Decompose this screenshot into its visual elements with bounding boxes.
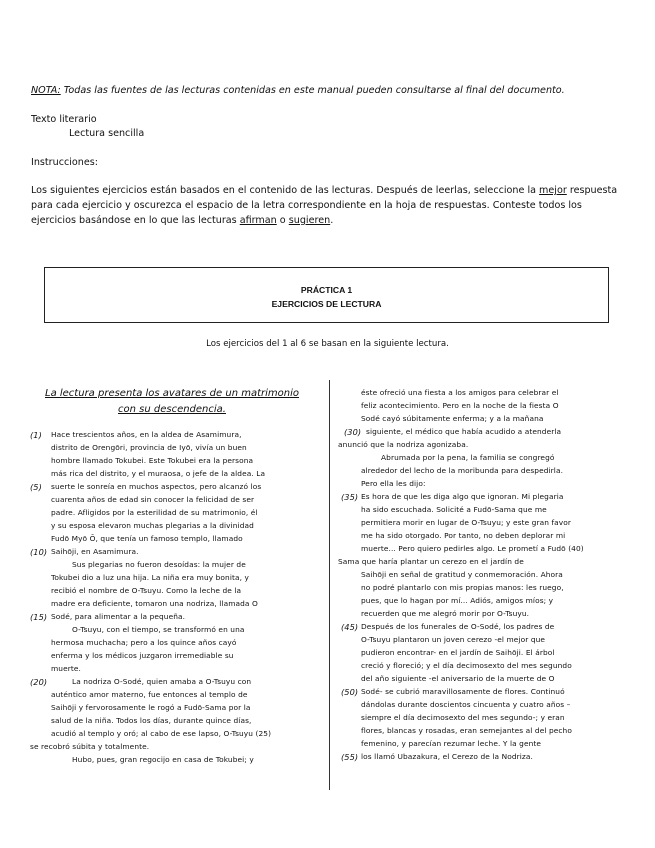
- text-line: no podré plantarlo con mis propias manos: les ruego,: [361, 583, 564, 592]
- text-line: Sus plegarias no fueron desoídas: la mujer de: [72, 560, 246, 569]
- text-line: Tokubei dio a luz una hija. La niña era muy bonita, y: [51, 573, 249, 582]
- text-line: O-Tsuyu, con el tiempo, se transformó en una: [72, 625, 245, 634]
- text-line: enferma y los médicos juzgaron irremediable su: [51, 651, 234, 660]
- text-line: flores, blancas y rosadas, eran semejantes al del pecho: [361, 726, 572, 735]
- text-line: padre. Afligidos por la esterilidad de su matrimonio, él: [51, 508, 258, 517]
- text-line: auténtico amor materno, fue entonces al templo de: [51, 690, 248, 699]
- note-text: Todas las fuentes de las lecturas contenidas en este manual pueden consultarse al final del documento.: [60, 85, 565, 96]
- note-line: [31, 85, 565, 96]
- column-divider: [329, 380, 330, 790]
- text-line: La nodriza O-Sodé, quien amaba a O-Tsuyu con: [72, 677, 252, 686]
- text-line: hermosa muchacha; pero a los quince años cayó: [51, 638, 237, 647]
- text-line: suerte le sonreía en muchos aspectos, pero alcanzó los: [51, 482, 262, 491]
- text-line: Saihōji, en Asamimura.: [51, 547, 139, 556]
- text-line: creció y floreció; y el día decimosexto del mes segundo: [361, 661, 572, 670]
- text-line: muerte.: [51, 664, 81, 673]
- instructions-label: Instrucciones:: [31, 157, 98, 168]
- line-number: (50): [341, 687, 359, 697]
- instructions-part-4: .: [330, 215, 334, 226]
- text-line: Fudō Myō Ō, que tenía un famoso templo, llamado: [51, 534, 243, 543]
- instructions-text: [31, 183, 625, 228]
- text-line: y su esposa elevaron muchas plegarias a la divinidad: [51, 521, 254, 530]
- literary-type: Texto literario: [31, 114, 97, 125]
- text-line: Saihōji y fervorosamente le rogó a Fudō-Sama por la: [51, 703, 251, 712]
- line-number: (30): [344, 427, 362, 437]
- text-line: se recobró súbita y totalmente.: [30, 742, 150, 751]
- text-line: más rica del distrito, y el muraosa, o jefe de la aldea. La: [51, 469, 266, 478]
- line-number: (5): [30, 482, 42, 492]
- text-line: Sodé- se cubrió maravillosamente de flores. Continuó: [361, 687, 565, 696]
- text-line: éste ofreció una fiesta a los amigos para celebrar el: [361, 388, 559, 397]
- reading-title: [44, 386, 300, 418]
- instructions-part-2: respuesta para cada ejercicio y oscurezca el espacio de la letra correspondiente en la hoja de respuestas. Conteste todos los ejercicios basándose en lo que las lecturas: [31, 185, 618, 226]
- text-line: ha sido escuchada. Solicité a Fudō-Sama que me: [361, 505, 547, 514]
- practice-subtitle: EJERCICIOS DE LECTURA: [271, 299, 382, 309]
- text-line: recuerden que me alegró morir por O-Tsuyu.: [361, 609, 530, 618]
- line-number: (1): [30, 430, 42, 440]
- text-line: Después de los funerales de O-Sodé, los padres de: [361, 622, 555, 631]
- line-number: (35): [341, 492, 359, 502]
- instructions-part-1: Los siguientes ejercicios están basados en el contenido de las lecturas. Después de leerlas, seleccione la: [31, 185, 540, 196]
- text-line: Sodé cayó súbitamente enferma; y a la mañana: [361, 414, 544, 423]
- text-line: siguiente, el médico que había acudido a atenderla: [366, 427, 562, 436]
- text-line: Abrumada por la pena, la familia se congregó: [381, 453, 555, 462]
- instructions-best: mejor: [539, 185, 567, 196]
- practice-box: [44, 267, 609, 323]
- text-line: Sama que haría plantar un cerezo en el jardín de: [338, 557, 524, 566]
- text-line: Hubo, pues, gran regocijo en casa de Tokubei; y: [72, 755, 254, 764]
- text-line: dándolas durante doscientos cincuenta y cuatro años –: [361, 700, 571, 709]
- note-label: NOTA:: [31, 85, 61, 96]
- text-line: Saihōji en señal de gratitud y conmemoración. Ahora: [361, 570, 563, 579]
- instructions-suggest: sugieren: [288, 215, 331, 226]
- text-line: madre era deficiente, tomaron una nodriza, llamada O: [51, 599, 258, 608]
- text-line: femenino, y parecían rezumar leche. Y la gente: [361, 739, 542, 748]
- text-line: Sodé, para alimentar a la pequeña.: [51, 612, 186, 621]
- reading-title-text: La lectura presenta los avatares de un matrimonio con su descendencia.: [45, 388, 299, 415]
- line-number: (45): [341, 622, 359, 632]
- text-line: Es hora de que les diga algo que ignoran. Mi plegaria: [361, 492, 564, 501]
- text-line: pudieron encontrar- en el jardín de Saihōji. El árbol: [361, 648, 555, 657]
- line-number: (20): [30, 677, 48, 687]
- line-number: (15): [30, 612, 48, 622]
- text-line: del año siguiente -el aniversario de la muerte de O: [361, 674, 555, 683]
- text-line: permitiera morir en lugar de O-Tsuyu; y este gran favor: [361, 518, 572, 527]
- text-line: hombre llamado Tokubei. Este Tokubei era la persona: [51, 456, 254, 465]
- text-line: recibió el nombre de O-Tsuyu. Como la leche de la: [51, 586, 242, 595]
- text-line: muerte... Pero quiero pedirles algo. Le prometí a Fudō (40): [361, 544, 584, 553]
- text-line: cuarenta años de edad sin conocer la felicidad de ser: [51, 495, 255, 504]
- instructions-part-3: o: [276, 215, 289, 226]
- text-line: salud de la niña. Todos los días, durante quince días,: [51, 716, 252, 725]
- text-line: alrededor del lecho de la moribunda para despedirla.: [361, 466, 564, 475]
- literary-subtype: Lectura sencilla: [69, 128, 145, 139]
- text-line: me ha sido otorgado. Por tanto, no deben deplorar mi: [361, 531, 566, 540]
- text-line: distrito de Orengōri, provincia de Iyō, vivía un buen: [51, 443, 247, 452]
- instructions-affirm: afirman: [239, 215, 277, 226]
- text-line: feliz acontecimiento. Pero en la noche de la fiesta O: [361, 401, 559, 410]
- text-line: O-Tsuyu plantaron un joven cerezo -el mejor que: [361, 635, 546, 644]
- line-number: (55): [341, 752, 359, 762]
- practice-title: PRÁCTICA 1: [300, 285, 353, 295]
- text-line: siempre el día decimosexto del mes segundo-; y eran: [361, 713, 565, 722]
- text-line: Pero ella les dijo:: [361, 479, 426, 488]
- text-line: los llamó Ubazakura, el Cerezo de la Nodriza.: [361, 752, 533, 761]
- exercises-intro: Los ejercicios del 1 al 6 se basan en la siguiente lectura.: [206, 339, 449, 349]
- text-line: pues, que lo hagan por mí... Adiós, amigos míos; y: [361, 596, 554, 605]
- text-line: anunció que la nodriza agonizaba.: [338, 440, 469, 449]
- line-number: (10): [30, 547, 48, 557]
- text-line: Hace trescientos años, en la aldea de Asamimura,: [51, 430, 242, 439]
- text-line: acudió al templo y oró; al cabo de ese lapso, O-Tsuyu (25): [51, 729, 272, 738]
